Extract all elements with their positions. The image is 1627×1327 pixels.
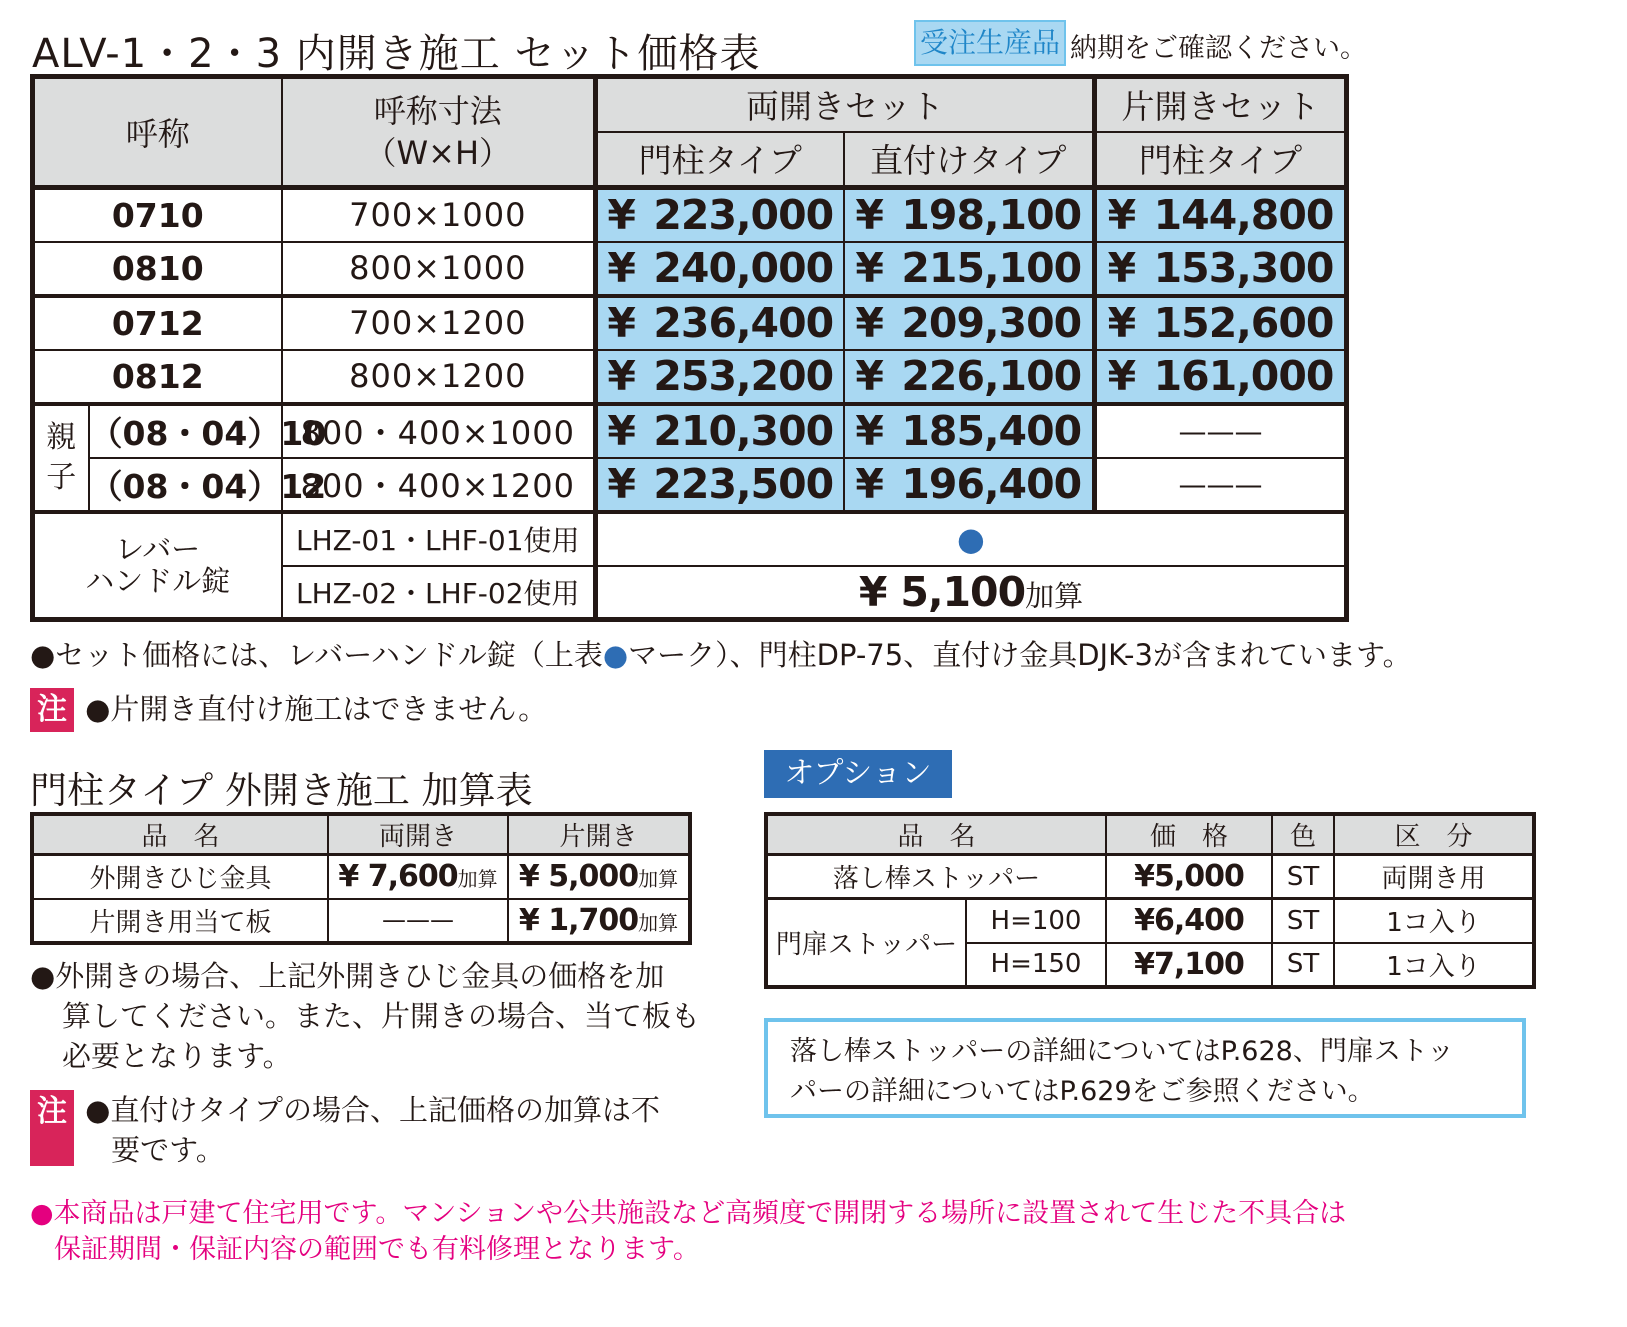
model-name: 0710 (33, 188, 282, 242)
model-name: 0812 (33, 350, 282, 404)
item-name: 片開き用当て板 (32, 899, 328, 943)
price-post: ¥ 253,200 (596, 350, 844, 404)
options-badge: オプション (764, 750, 952, 798)
header-category: 区 分 (1334, 814, 1534, 855)
outside-add-table (30, 812, 692, 945)
item-category: 1コ入り (1334, 899, 1534, 943)
blue-dot-icon: ● (602, 638, 629, 672)
table-row (33, 404, 1347, 458)
price-post: ¥ 223,500 (596, 458, 844, 512)
page-title: ALV-1・2・3 内開き施工 セット価格表 (32, 31, 761, 77)
header-direct-type: 直付けタイプ (844, 132, 1095, 188)
footer-warning: ●本商品は戸建て住宅用です。マンションや公共施設など高頻度で開閉する場所に設置されて生じた不具合は 保証期間・保証内容の範囲でも有料修理となります。 (30, 1198, 1347, 1265)
model-size: 800×1200 (282, 350, 596, 404)
single-direct-note: 注 ●片開き直付け施工はできません。 (30, 688, 547, 736)
lever-add-price: ¥ 5,100加算 (596, 566, 1347, 620)
table-row (766, 855, 1534, 899)
item-category: 両開き用 (1334, 855, 1534, 899)
table-row (32, 899, 690, 943)
price-single: ¥ 153,300 (1095, 242, 1347, 296)
lever-handle-label: レバー ハンドル錠 (33, 512, 282, 620)
header-price: 価 格 (1106, 814, 1272, 855)
oyako-label: 親 子 (33, 404, 89, 512)
header-size: 呼称寸法 （W×H） (282, 77, 596, 188)
lever-included-mark: ● (596, 512, 1347, 566)
made-to-order-badge (914, 20, 1066, 66)
header-single-set: 片開きセット (1095, 77, 1347, 132)
model-name: 0712 (33, 296, 282, 350)
item-height: H=100 (966, 899, 1106, 943)
table-row (33, 188, 1347, 242)
header-color: 色 (1272, 814, 1334, 855)
price-post: ¥ 236,400 (596, 296, 844, 350)
item-price: ¥7,100 (1106, 943, 1272, 987)
table-row (33, 350, 1347, 404)
price-post: ¥ 223,000 (596, 188, 844, 242)
model-name: （08・04）12 (89, 458, 282, 512)
model-name: 0810 (33, 242, 282, 296)
price-direct: ¥ 196,400 (844, 458, 1095, 512)
item-color: ST (1272, 855, 1334, 899)
model-size: 800×1000 (282, 242, 596, 296)
table-row (33, 242, 1347, 296)
header-nominal: 呼称 (33, 77, 282, 188)
price-post: ¥ 210,300 (596, 404, 844, 458)
price-double: ¥ 7,600加算 (328, 855, 508, 899)
item-color: ST (1272, 943, 1334, 987)
item-name: 門扉ストッパー (766, 899, 966, 987)
note-badge: 注 (30, 1090, 74, 1166)
price-double-none: ——— (328, 899, 508, 943)
options-table (764, 812, 1536, 989)
header-single: 片開き (508, 814, 690, 855)
table-row (33, 458, 1347, 512)
table-row (33, 296, 1347, 350)
header-post-type: 門柱タイプ (596, 132, 844, 188)
table-row (33, 512, 1347, 566)
delivery-note: 納期をご確認ください。 (1070, 33, 1367, 64)
header-item-name: 品 名 (32, 814, 328, 855)
header-double: 両開き (328, 814, 508, 855)
header-post-type-single: 門柱タイプ (1095, 132, 1347, 188)
price-single: ¥ 161,000 (1095, 350, 1347, 404)
price-direct: ¥ 198,100 (844, 188, 1095, 242)
badge-text: 受注生産品 (919, 26, 1060, 59)
price-single-none: ——— (1095, 404, 1347, 458)
item-price: ¥6,400 (1106, 899, 1272, 943)
set-price-note: ●セット価格には、レバーハンドル錠（上表●マーク）、門柱DP-75、直付け金具DJK-3が含まれています。 (30, 638, 1412, 672)
model-size: 800・400×1200 (282, 458, 596, 512)
item-price: ¥5,000 (1106, 855, 1272, 899)
lever-option-1: LHZ-01・LHF-01使用 (282, 512, 596, 566)
model-size: 700×1000 (282, 188, 596, 242)
item-name: 落し棒ストッパー (766, 855, 1106, 899)
price-single: ¥ 5,000加算 (508, 855, 690, 899)
outside-note: ●外開きの場合、上記外開きひじ金具の価格を加 算してください。また、片開きの場合、当て板も 必要となります。 (30, 959, 701, 1073)
options-info-box: 落し棒ストッパーの詳細についてはP.628、門扉ストッ パーの詳細についてはP.629をご参照ください。 (764, 1018, 1526, 1118)
price-single-none: ——— (1095, 458, 1347, 512)
item-name: 外開きひじ金具 (32, 855, 328, 899)
price-direct: ¥ 215,100 (844, 242, 1095, 296)
price-post: ¥ 240,000 (596, 242, 844, 296)
outside-table-title: 門柱タイプ 外開き施工 加算表 (30, 769, 533, 812)
model-name: （08・04）10 (89, 404, 282, 458)
header-double-set: 両開きセット (596, 77, 1095, 132)
note-badge: 注 (30, 688, 74, 732)
model-size: 800・400×1000 (282, 404, 596, 458)
table-row (32, 855, 690, 899)
table-row (766, 899, 1534, 943)
item-height: H=150 (966, 943, 1106, 987)
model-size: 700×1200 (282, 296, 596, 350)
price-direct: ¥ 226,100 (844, 350, 1095, 404)
price-single: ¥ 144,800 (1095, 188, 1347, 242)
direct-type-note: 注 ●直付けタイプの場合、上記価格の加算は不 要です。 (30, 1090, 660, 1170)
price-single: ¥ 152,600 (1095, 296, 1347, 350)
header-item-name: 品 名 (766, 814, 1106, 855)
price-single: ¥ 1,700加算 (508, 899, 690, 943)
price-direct: ¥ 209,300 (844, 296, 1095, 350)
lever-option-2: LHZ-02・LHF-02使用 (282, 566, 596, 620)
item-color: ST (1272, 899, 1334, 943)
price-direct: ¥ 185,400 (844, 404, 1095, 458)
set-price-table (30, 74, 1349, 622)
item-category: 1コ入り (1334, 943, 1534, 987)
